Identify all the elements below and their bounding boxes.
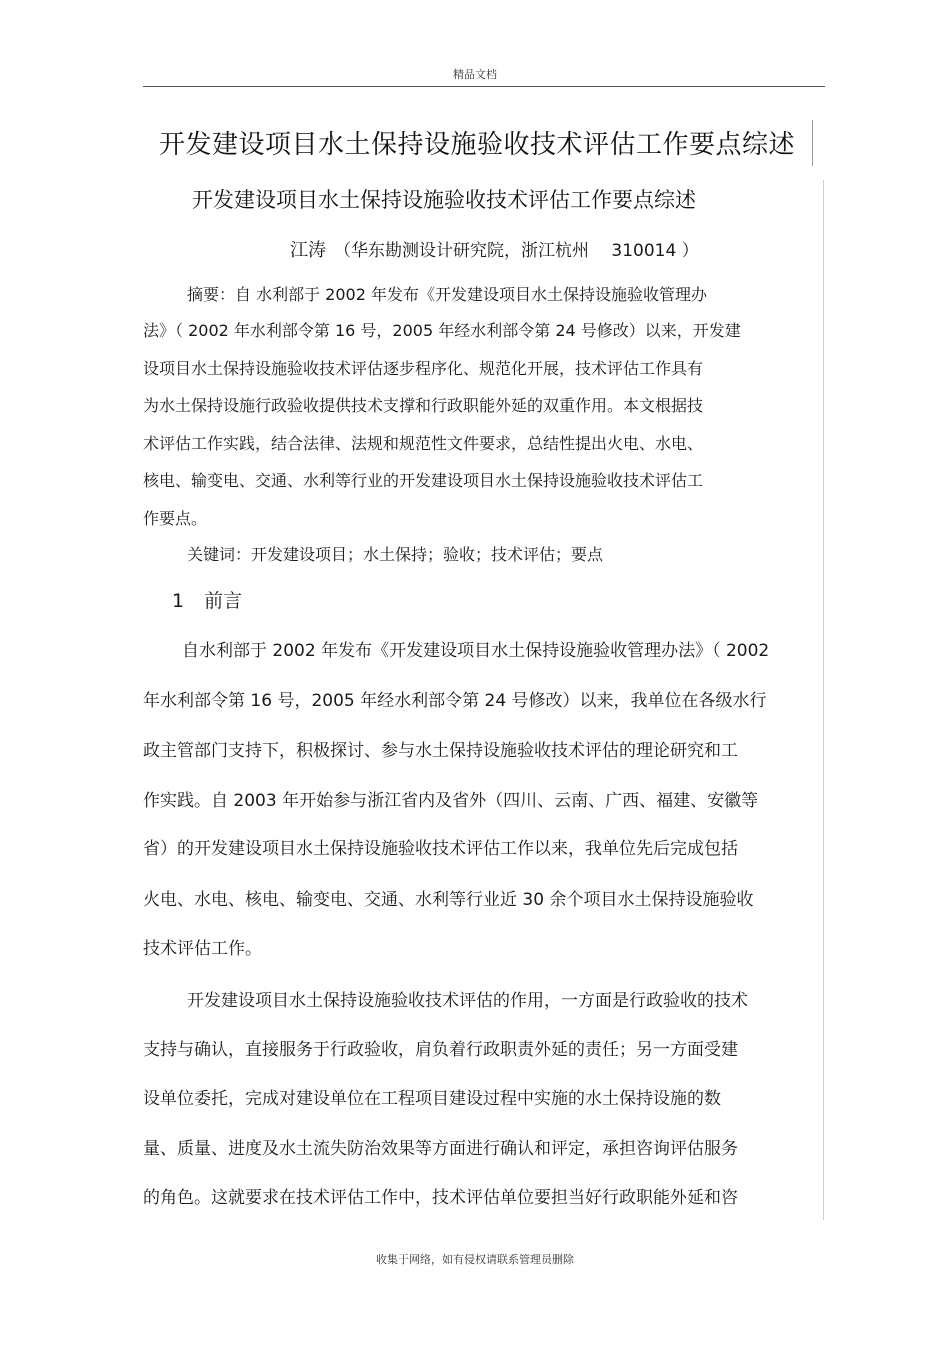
paragraph-line: 作实践。自 2003 年开始参与浙江省内及省外（四川、云南、广西、福建、安徽等 bbox=[143, 791, 759, 811]
abstract-line: 摘要：自 水利部于 2002 年发布《开发建设项目水土保持设施验收管理办 bbox=[187, 285, 707, 304]
abstract-line: 核电、输变电、交通、水利等行业的开发建设项目水土保持设施验收技术评估工 bbox=[143, 471, 704, 490]
section-title: 前言 bbox=[204, 590, 243, 612]
paragraph-line: 开发建设项目水土保持设施验收技术评估的作用，一方面是行政验收的技术 bbox=[187, 991, 748, 1011]
page-header-label: 精品文档 bbox=[453, 68, 497, 81]
paragraph-line: 设单位委托，完成对建设单位在工程项目建设过程中实施的水土保持设施的数 bbox=[143, 1089, 721, 1109]
paragraph-line: 省）的开发建设项目水土保持设施验收技术评估工作以来，我单位先后完成包括 bbox=[143, 839, 738, 859]
author-line bbox=[290, 236, 699, 262]
paragraph-line: 火电、水电、核电、输变电、交通、水利等行业近 30 余个项目水土保持设施验收 bbox=[143, 890, 754, 910]
paragraph-line: 支持与确认，直接服务于行政验收，肩负着行政职责外延的责任；另一方面受建 bbox=[143, 1040, 738, 1060]
abstract-line: 术评估工作实践，结合法律、法规和规范性文件要求，总结性提出火电、水电、 bbox=[143, 434, 704, 453]
paragraph-line: 技术评估工作。 bbox=[143, 939, 262, 959]
paragraph-line: 年水利部令第 16 号，2005 年经水利部令第 24 号修改）以来，我单位在各级水行 bbox=[143, 691, 767, 711]
page-footer-label: 收集于网络，如有侵权请联系管理员删除 bbox=[376, 1253, 574, 1266]
document-title: 开发建设项目水土保持设施验收技术评估工作要点综述 bbox=[159, 130, 796, 160]
keywords-line: 关键词：开发建设项目；水土保持；验收；技术评估；要点 bbox=[187, 545, 604, 564]
abstract-line: 法》（ 2002 年水利部令第 16 号，2005 年经水利部令第 24 号修改）以来，开发建 bbox=[143, 321, 741, 340]
article-title: 开发建设项目水土保持设施验收技术评估工作要点综述 bbox=[192, 188, 696, 212]
section-number: 1 bbox=[172, 590, 185, 612]
abstract-line: 设项目水土保持设施验收技术评估逐步程序化、规范化开展，技术评估工作具有 bbox=[143, 359, 704, 378]
paragraph-line: 自水利部于 2002 年发布《开发建设项目水土保持设施验收管理办法》（ 2002 bbox=[182, 641, 770, 661]
title-border-tick bbox=[812, 120, 813, 166]
paragraph-line: 的角色。这就要求在技术评估工作中，技术评估单位要担当好行政职能外延和咨 bbox=[143, 1188, 738, 1208]
author-name: 江涛 bbox=[290, 240, 326, 261]
abstract-line: 为水土保持设施行政验收提供技术支撑和行政职能外延的双重作用。本文根据技 bbox=[143, 396, 704, 415]
author-affiliation: （华东勘测设计研究院，浙江杭州 310014 ） bbox=[334, 241, 699, 261]
paragraph-line: 政主管部门支持下，积极探讨、参与水土保持设施验收技术评估的理论研究和工 bbox=[143, 741, 738, 761]
abstract-line: 作要点。 bbox=[143, 509, 208, 528]
header-rule bbox=[143, 86, 825, 87]
paragraph-line: 量、质量、进度及水土流失防治效果等方面进行确认和评定，承担咨询评估服务 bbox=[143, 1139, 738, 1159]
right-margin-line bbox=[823, 180, 824, 1220]
section-heading bbox=[172, 586, 242, 613]
